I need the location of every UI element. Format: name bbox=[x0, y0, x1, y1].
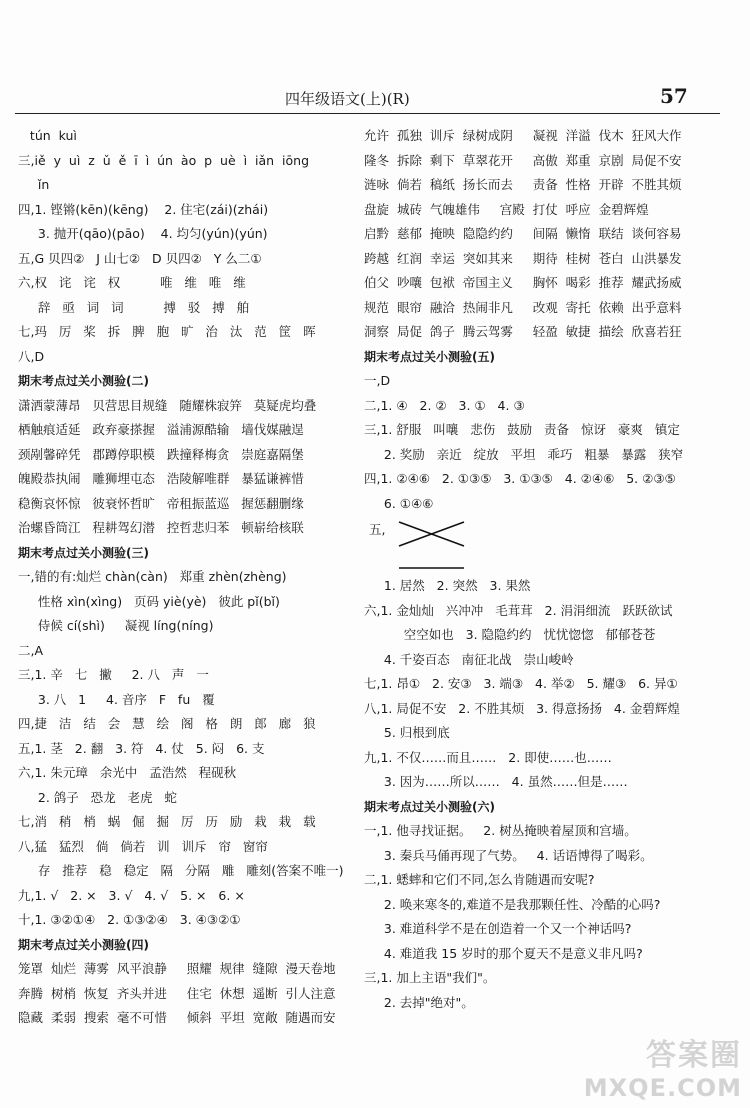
answer-line: 规范 眼帘 融洽 热闹非凡 改观 寄托 依赖 出乎意料 bbox=[364, 299, 682, 315]
answer-line: 六,权 诧 诧 权 唯 维 唯 维 bbox=[18, 275, 246, 290]
header-divider bbox=[15, 113, 720, 114]
answer-line: 涟咏 倘若 稿纸 扬长而去 责备 性格 开辟 不胜其烦 bbox=[364, 177, 682, 192]
answer-line: 允许 孤独 训斥 绿树成阴 凝视 洋溢 伐木 狂风大作 bbox=[364, 128, 682, 143]
answer-line: 辞 亟 词 词 搏 驳 搏 舶 bbox=[18, 299, 250, 315]
answer-line: 栖触痕适延 政弃豪搽握 溢浦源酷输 墙伐媒融逞 bbox=[18, 422, 304, 437]
answer-line: 治螺昏筒江 程耕驾幻潜 控哲悲归苯 顿崭给核联 bbox=[18, 520, 304, 535]
answer-line: 三,1. 加上主语"我们"。 bbox=[364, 970, 496, 985]
answer-line: 4. 难道我 15 岁时的那个夏天不是意义非凡吗? bbox=[364, 945, 643, 961]
answer-line: 颈剐馨碎凭 郡蹲停职模 跌撞释梅贪 崇庭嘉隔堡 bbox=[18, 446, 304, 462]
answer-line: 2. 鸽子 恐龙 老虎 蛇 bbox=[18, 789, 178, 805]
answer-line: 洞察 局促 鸽子 腾云驾雾 轻盈 敏捷 描绘 欣喜若狂 bbox=[364, 324, 682, 339]
answer-line: 潇洒蒙薄昂 贝营思目规缝 随耀株寂笄 莫疑虎均叠 bbox=[18, 397, 317, 413]
answer-line: 侍候 cí(shì) 凝视 líng(níng) bbox=[18, 618, 214, 633]
answer-line: ǐn bbox=[18, 177, 50, 192]
answer-line: tún kuì bbox=[18, 128, 77, 143]
answer-line: 四,1. 铿锵(kēn)(kēng) 2. 住宅(zái)(zhái) bbox=[18, 201, 269, 217]
answer-line: 3. 八 1 4. 音序 F fu 覆 bbox=[18, 691, 215, 707]
answer-line: 八,1. 局促不安 2. 不胜其烦 3. 得意扬扬 4. 金碧辉煌 bbox=[364, 700, 680, 716]
answer-line: 隆冬 拆除 剩下 草翠花开 高傲 郑重 京剧 局促不安 bbox=[364, 152, 682, 168]
watermark bbox=[584, 1030, 742, 1102]
answer-line: 七,玛 厉 桨 拆 脾 胞 旷 治 汰 范 筐 晖 bbox=[18, 324, 316, 339]
right-answer-block-bottom bbox=[364, 574, 724, 1015]
answer-line: 一,错的有:灿烂 chàn(càn) 郑重 zhèn(zhèng) bbox=[18, 569, 287, 584]
answer-line: 六,1. 金灿灿 兴冲冲 毛茸茸 2. 涓涓细流 跃跃欲试 bbox=[364, 602, 673, 618]
answer-line: 盘旋 城砖 气魄雄伟 宫殿 打仗 呼应 金碧辉煌 bbox=[364, 201, 649, 217]
matching-diagram-label: 五, bbox=[369, 522, 386, 537]
answer-line: 3. 因为……所以…… 4. 虽然……但是…… bbox=[364, 774, 628, 789]
page-number: 57 bbox=[660, 84, 688, 108]
section-heading: 期末考点过关小测验(四) bbox=[18, 937, 149, 952]
answer-line: 三,iě y uì z ǔ ě ī ì ún ào p uè ì iǎn iōng bbox=[18, 152, 310, 168]
answer-line: 九,1. √ 2. × 3. √ 4. √ 5. × 6. × bbox=[18, 887, 245, 903]
section-heading: 期末考点过关小测验(五) bbox=[364, 349, 495, 364]
left-answer-column bbox=[18, 124, 353, 1031]
page-header-title: 四年级语文(上)(R) bbox=[285, 90, 410, 108]
answer-line: 4. 千姿百态 南征北战 崇山峻岭 bbox=[364, 651, 574, 667]
answer-line: 笼罩 灿烂 薄雾 风平浪静 照耀 规律 缝隙 漫天卷地 bbox=[18, 961, 336, 976]
answer-line: 跨越 红润 幸运 突如其来 期待 桂树 苍白 山洪暴发 bbox=[364, 250, 682, 266]
section-heading: 期末考点过关小测验(六) bbox=[364, 799, 495, 814]
answer-line: 2. 唤来寒冬的,难道不是我那颗任性、冷酷的心吗? bbox=[364, 896, 661, 912]
answer-line: 2. 去掉"绝对"。 bbox=[364, 994, 474, 1010]
right-answer-column bbox=[364, 124, 724, 1015]
matching-diagram bbox=[364, 516, 724, 574]
answer-line: 三,1. 辛 七 撇 2. 八 声 一 bbox=[18, 667, 209, 682]
answer-line: 八,猛 猛烈 倘 倘若 训 训斥 帘 窗帘 bbox=[18, 838, 268, 854]
answer-line: 二,1. 蟋蟀和它们不同,怎么肯随遇而安呢? bbox=[364, 872, 595, 887]
answer-line: 启黔 慈郁 掩映 隐隐约约 间隔 懒惰 联结 谈何容易 bbox=[364, 226, 682, 241]
answer-line: 5. 归根到底 bbox=[364, 725, 450, 740]
answer-line: 1. 居然 2. 突然 3. 果然 bbox=[364, 578, 531, 593]
answer-line: 性格 xìn(xìng) 页码 yiè(yè) 彼此 pǐ(bǐ) bbox=[18, 593, 280, 609]
answer-line: 四,1. ②④⑥ 2. ①③⑤ 3. ①③⑤ 4. ②④⑥ 5. ②③⑤ bbox=[364, 471, 676, 486]
answer-line: 七,1. 昂① 2. 安③ 3. 端③ 4. 举② 5. 耀③ 6. 异① bbox=[364, 676, 678, 691]
answer-line: 伯父 吵嚷 包袱 帝国主义 胸怀 喝彩 推荐 耀武扬威 bbox=[364, 275, 682, 290]
answer-line: 二,A bbox=[18, 642, 44, 658]
answer-line: 2. 奖励 亲近 绽放 平坦 乖巧 粗暴 暴露 狭窄 bbox=[364, 446, 684, 462]
section-heading: 期末考点过关小测验(三) bbox=[18, 545, 149, 560]
answer-line: 十,1. ③②①④ 2. ①③②④ 3. ④③②① bbox=[18, 912, 241, 927]
answer-line: 八,D bbox=[18, 348, 45, 364]
answer-line: 3. 秦兵马俑再现了气势。 4. 话语博得了喝彩。 bbox=[364, 847, 653, 863]
answer-line: 四,捷 洁 结 会 慧 绘 阁 格 朗 郎 廊 狼 bbox=[18, 716, 316, 731]
watermark-logo: 答案圈 bbox=[646, 1038, 742, 1073]
answer-line: 七,消 稍 梢 蜗 倔 掘 厉 历 励 栽 栽 载 bbox=[18, 814, 316, 829]
answer-line: 隐藏 柔弱 搜索 毫不可惜 倾斜 平坦 宽敞 随遇而安 bbox=[18, 1010, 336, 1025]
answer-line: 3. 抛开(qāo)(pāo) 4. 均匀(yún)(yún) bbox=[18, 226, 268, 241]
answer-line: 魄殿恭执闹 雕狮埋屯态 浩陵解唯群 暴猛谦裤惜 bbox=[18, 471, 304, 486]
answer-line: 二,1. ④ 2. ② 3. ① 4. ③ bbox=[364, 397, 525, 413]
section-heading: 期末考点过关小测验(二) bbox=[18, 374, 149, 388]
watermark-site: MXQE.COM bbox=[583, 1074, 742, 1102]
answer-line: 六,1. 朱元璋 余光中 孟浩然 程砚秋 bbox=[18, 765, 237, 780]
answer-line: 一,D bbox=[364, 373, 391, 388]
matching-lines-figure bbox=[394, 516, 494, 574]
answer-line: 稳衡哀怀惊 彼衰怀哲旷 帝租振蓝巡 握惩翻删缘 bbox=[18, 495, 304, 511]
answer-line: 五,G 贝四② J 山七② D 贝四② Y 么二① bbox=[18, 250, 262, 266]
answer-line: 三,1. 舒服 叫嚷 悲伤 鼓励 责备 惊讶 豪爽 镇定 bbox=[364, 422, 680, 437]
answer-line: 存 推荐 稳 稳定 隔 分隔 雕 雕刻(答案不唯一) bbox=[18, 863, 344, 878]
answer-line: 五,1. 茎 2. 翻 3. 符 4. 仗 5. 闷 6. 支 bbox=[18, 740, 265, 756]
answer-line: 空空如也 3. 隐隐约约 忧忧惚惚 郁郁苍苍 bbox=[364, 627, 656, 642]
right-answer-block-top bbox=[364, 124, 724, 516]
answer-line: 3. 难道科学不是在创造着一个又一个神话吗? bbox=[364, 921, 632, 936]
answer-line: 6. ①④⑥ bbox=[364, 495, 434, 511]
answer-line: 九,1. 不仅……而且…… 2. 即使……也…… bbox=[364, 749, 612, 765]
answer-line: 一,1. 他寻找证据。 2. 树丛掩映着屋顶和宫墙。 bbox=[364, 823, 637, 838]
answer-line: 奔腾 树梢 恢复 齐头并进 住宅 休想 遥断 引人注意 bbox=[18, 985, 336, 1001]
